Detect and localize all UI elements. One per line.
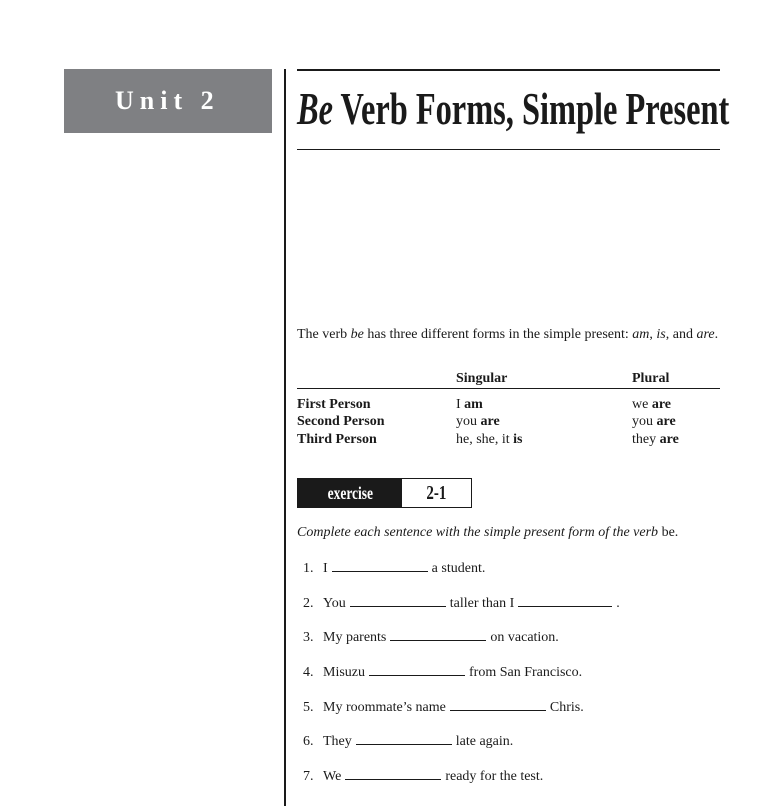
row-label-third: Third Person	[297, 432, 377, 447]
exercise-item-1: 1. I a student.	[303, 561, 486, 576]
exercise-item-4: 4. Misuzu from San Francisco.	[303, 665, 583, 680]
title-rest: Verb Forms, Simple Present	[333, 84, 730, 134]
title-top-rule	[297, 69, 720, 71]
cell-second-plural: you are	[632, 414, 676, 429]
answer-blank[interactable]	[345, 769, 441, 780]
header-plural: Plural	[632, 371, 670, 386]
cell-second-singular: you are	[456, 414, 500, 429]
exercise-item-6: 6. They late again.	[303, 734, 514, 749]
title-emphasis: Be	[297, 84, 333, 134]
title-bottom-rule	[297, 149, 720, 150]
answer-blank[interactable]	[356, 734, 452, 745]
answer-blank[interactable]	[350, 596, 446, 607]
exercise-item-5: 5. My roommate’s name Chris.	[303, 700, 584, 715]
answer-blank[interactable]	[369, 665, 465, 676]
exercise-instruction: Complete each sentence with the simple present form of the verb be.	[297, 525, 679, 540]
unit-label: Unit 2	[64, 69, 272, 133]
answer-blank[interactable]	[332, 561, 428, 572]
header-singular: Singular	[456, 371, 508, 386]
exercise-label: exercise	[298, 479, 402, 507]
answer-blank[interactable]	[390, 630, 486, 641]
answer-blank[interactable]	[450, 700, 546, 711]
table-rule	[297, 388, 720, 389]
row-label-first: First Person	[297, 397, 371, 412]
exercise-badge	[297, 478, 472, 508]
exercise-number: 2-1	[426, 481, 447, 504]
answer-blank[interactable]	[518, 596, 612, 607]
cell-first-plural: we are	[632, 397, 672, 412]
exercise-item-3: 3. My parents on vacation.	[303, 630, 559, 645]
intro-paragraph: The verb be has three different forms in the simple present: am, is, and are.	[297, 327, 719, 342]
cell-third-singular: he, she, it is	[456, 432, 523, 447]
page-title	[297, 80, 730, 138]
exercise-item-2: 2. You taller than I .	[303, 596, 620, 611]
cell-first-singular: I am	[456, 397, 483, 412]
cell-third-plural: they are	[632, 432, 679, 447]
exercise-item-7: 7. We ready for the test.	[303, 769, 544, 784]
row-label-second: Second Person	[297, 414, 385, 429]
vertical-divider	[284, 69, 286, 806]
